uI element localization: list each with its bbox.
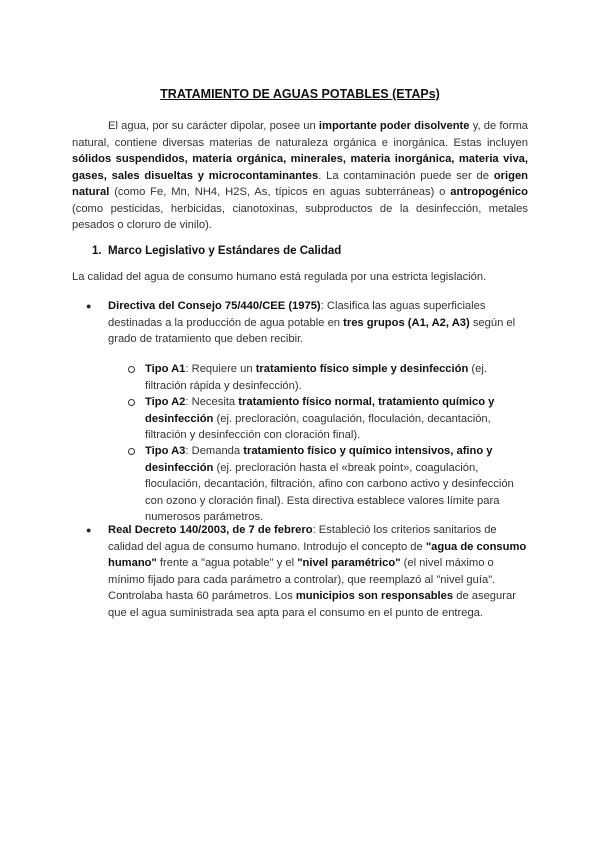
directiva-bold-2: tres grupos (A1, A2, A3): [343, 316, 470, 329]
intro-bold-4: antropogénico: [450, 186, 528, 198]
tipo-a1-text: [145, 361, 528, 394]
tipo-a3-text-1: : Demanda: [185, 445, 244, 457]
section-number: 1.: [92, 245, 102, 257]
intro-paragraph: [72, 118, 528, 234]
list-item-real-decreto: [86, 522, 530, 621]
tipo-a2-bold: tratamiento físico normal, tratamiento químico y desinfección: [145, 396, 495, 425]
intro-bold-2: sólidos suspendidos, materia orgánica, minerales, materia inorgánica, materia viva, gases, sales disueltas y microcontaminantes: [72, 153, 528, 182]
circle-bullet-icon: [128, 399, 135, 406]
bullet-icon: ●: [86, 301, 92, 311]
section-lead: La calidad del agua de consumo humano está regulada por una estricta legislación.: [72, 271, 487, 283]
real-decreto-text-1: : Estableció los criterios sanitarios de calidad del agua de consumo humano. Introdujo el concepto de: [108, 524, 497, 553]
tipo-a2-label: Tipo A2: [145, 396, 186, 408]
tipo-a3-bold: tratamiento físico y químico intensivos, afino y desinfección: [145, 445, 493, 474]
directiva-text-1: : Clasifica las aguas superficiales destinadas a la producción de agua potable en: [108, 300, 486, 329]
real-decreto-bold-4: municipios son responsables: [295, 590, 454, 602]
intro-text-3: . La contaminación puede ser de: [318, 169, 494, 182]
tipo-a3-text: [145, 443, 528, 526]
intro-bold-1: importante poder disolvente: [318, 120, 470, 132]
intro-text-5: (como pesticidas, herbicidas, cianotoxinas, subproductos de la desinfección, metales pesados o cloruro de vinilo).: [72, 202, 528, 231]
page-title: TRATAMIENTO DE AGUAS POTABLES (ETAPs): [160, 87, 440, 101]
tipo-a1-bold: tratamiento físico simple y desinfección: [255, 363, 469, 375]
list-item-tipo-a1: [128, 361, 528, 394]
tipo-a1-label: Tipo A1: [145, 363, 186, 375]
intro-text-4: (como Fe, Mn, NH4, H2S, As, típicos en aguas subterráneas) o: [109, 186, 451, 198]
intro-bold-3: origen natural: [72, 169, 528, 198]
tipo-a3-label: Tipo A3: [145, 445, 186, 457]
circle-bullet-icon: [128, 448, 135, 455]
tipo-a2-text-2: (ej. precloración, coagulación, floculación, decantación, filtración y desinfección con cloración final).: [145, 412, 491, 441]
circle-bullet-icon: [128, 366, 135, 373]
tipo-a2-text-1: : Necesita: [185, 396, 239, 408]
real-decreto-text-2: frente a "agua potable" y el: [156, 557, 298, 569]
directiva-text: [108, 298, 530, 348]
list-item-tipo-a2: [128, 394, 528, 444]
directiva-text-2: según el grado de tratamiento que deben recibir.: [108, 316, 516, 345]
real-decreto-text: [108, 522, 530, 621]
real-decreto-text-4: de asegurar que el agua suministrada sea apta para el consumo en el punto de entrega.: [108, 590, 516, 619]
section-heading: [92, 245, 341, 257]
list-item-tipo-a3: [128, 443, 528, 526]
intro-text-2: y, de forma natural, contiene diversas materias de naturaleza orgánica e inorgánica. Estas incluyen: [72, 120, 528, 149]
real-decreto-bold-2: "agua de consumo humano": [108, 540, 527, 569]
real-decreto-bold-3: "nivel paramétrico": [297, 557, 401, 569]
tipo-a3-text-2: (ej. precloración hasta el «break point», coagulación, floculación, decantación, filtración, afino con carbono activo y desinfección con ozono y cloración final). Esta directiva establece valores límite para numerosos parámetros.: [145, 461, 514, 523]
list-item-directiva: [86, 298, 530, 348]
tipo-a1-text-1: : Requiere un: [185, 363, 256, 375]
tipo-a1-text-2: (ej. filtración rápida y desinfección).: [145, 363, 487, 392]
intro-text-1: El agua, por su carácter dipolar, posee un: [108, 120, 319, 132]
bullet-icon: ●: [86, 525, 92, 535]
tipo-a2-text: [145, 394, 528, 444]
directiva-bold-1: Directiva del Consejo 75/440/CEE (1975): [108, 300, 321, 312]
real-decreto-bold-1: Real Decreto 140/2003, de 7 de febrero: [108, 524, 313, 536]
section-heading-text: Marco Legislativo y Estándares de Calidad: [108, 245, 342, 257]
real-decreto-text-3: (el nivel máximo o mínimo fijado para cada parámetro a controlar), que reemplazó al "nivel guía". Controlaba hasta 60 parámetros. Los: [108, 557, 496, 602]
